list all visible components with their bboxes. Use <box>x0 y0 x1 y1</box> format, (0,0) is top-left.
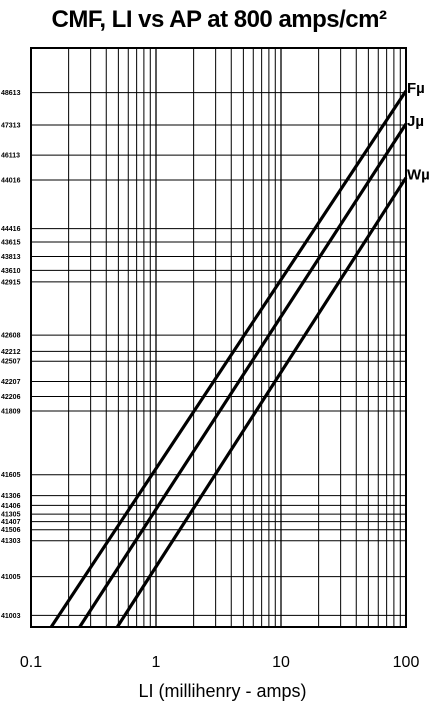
y-tick-labels <box>1 90 21 620</box>
grid <box>31 48 406 627</box>
y-tick-label: 43610 <box>1 267 21 275</box>
y-tick-label: 42212 <box>1 348 21 356</box>
series-label: Jµ <box>407 112 424 130</box>
y-tick-label: 42608 <box>1 332 21 340</box>
x-tick-label: 0.1 <box>19 654 43 671</box>
y-tick-label: 44016 <box>1 177 21 185</box>
y-tick-label: 41406 <box>1 502 21 510</box>
y-tick-label: 42507 <box>1 358 21 366</box>
y-tick-label: 48613 <box>1 90 21 98</box>
x-tick-label: 10 <box>272 654 290 671</box>
x-tick-labels <box>20 654 420 671</box>
y-tick-label: 41605 <box>1 472 21 480</box>
y-tick-label: 42915 <box>1 279 21 287</box>
y-tick-label: 41005 <box>1 574 21 582</box>
chart-title: CMF, LI vs AP at 800 amps/cm² <box>51 6 387 33</box>
series-line <box>51 91 406 627</box>
y-tick-label: 41306 <box>1 493 21 501</box>
y-tick-label: 43813 <box>1 253 21 261</box>
y-tick-label: 44416 <box>1 226 21 234</box>
x-tick-label: 100 <box>392 654 420 671</box>
y-tick-label: 41303 <box>1 538 21 546</box>
y-tick-label: 43615 <box>1 239 21 247</box>
y-tick-label: 41003 <box>1 612 21 620</box>
x-axis-label: LI (millihenry - amps) <box>138 681 307 701</box>
y-tick-label: 41305 <box>1 511 21 519</box>
y-tick-label: 47313 <box>1 122 21 130</box>
y-tick-label: 41506 <box>1 527 21 535</box>
plot-frame <box>31 48 406 627</box>
series-label: Fµ <box>407 79 425 97</box>
y-tick-label: 46113 <box>1 152 21 160</box>
x-tick-label: 1 <box>151 654 161 671</box>
series-label: Wµ <box>407 166 430 184</box>
y-tick-label: 41407 <box>1 519 21 527</box>
series-lines <box>51 80 430 627</box>
y-tick-label: 42206 <box>1 394 21 402</box>
y-tick-label: 41809 <box>1 408 21 416</box>
y-tick-label: 42207 <box>1 379 21 387</box>
